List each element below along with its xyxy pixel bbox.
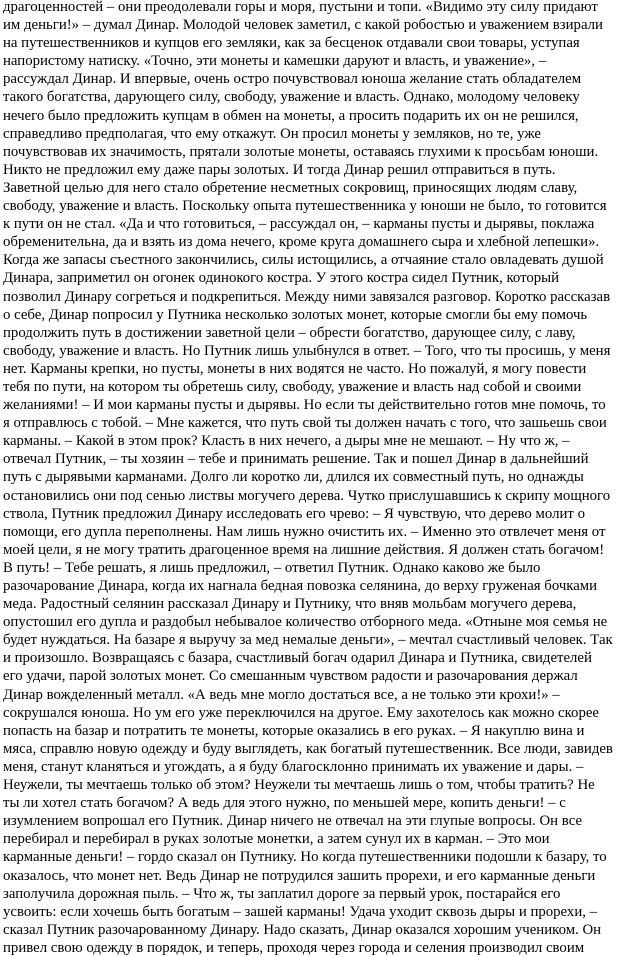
document-body-text bbox=[3, 0, 617, 957]
text-line: желаниями! – И мои карманы пусты и дырявы. Но если ты действительно готов мне помочь, то bbox=[3, 397, 606, 414]
text-line: напористому натиску. «Точно, эти монеты и камешки даруют и власть, и уважение», – bbox=[3, 53, 547, 70]
text-line: изумлением вопрошал его Путник. Динар ничего не отвечал на эти глупые вопросы. Он все bbox=[3, 813, 583, 830]
text-line: оказалось, что монет нет. Ведь Динар не потрудился зашить прорехи, и его карманные деньги bbox=[3, 867, 596, 884]
text-line: заполучила дорожная пыль. – Что ж, ты заплатил дороге за первый урок, постарайся его bbox=[3, 885, 561, 902]
text-line: драгоценностей – они преодолевали горы и моря, пустыни и топи. «Видимо эту силу придают bbox=[3, 0, 598, 15]
text-line: разочарование Динара, когда их нагнала бедная повозка селянина, до верху груженая бочками bbox=[3, 578, 598, 594]
text-line: обременительна, да и взять из дома нечего, кроме круга домашнего сыра и хлебной лепешки». bbox=[3, 234, 600, 251]
text-line: В путь! – Тебе решать, я лишь предложил, – ответил Путник. Однако каково же было bbox=[3, 559, 541, 576]
text-line: свободу, уважение и власть. Но Путник лишь улыбнулся в ответ. – Того, что ты просишь, у меня bbox=[3, 342, 611, 359]
text-line: сказал Путник разочарованному Динару. Надо сказать, Динар оказался хорошим учеником. Он bbox=[3, 921, 602, 938]
text-line: справедливо предполагая, что ему откажут. Он просил монеты у земляков, но те, уже bbox=[3, 125, 541, 142]
text-line: его удачи, парой золотых монет. Со смешанным чувством радости и разочарования держал bbox=[3, 668, 578, 685]
text-line: остановились они под сенью листвы могучего дерева. Чутко прислушавшись к скрипу мощного bbox=[3, 487, 611, 504]
text-line: усвоить: если хочешь быть богатым – зашей карманы! Удача уходит сквозь дыры и прорехи, – bbox=[3, 903, 598, 920]
text-line: им деньги!» – думал Динар. Молодой человек заметил, с какой робостью и уважением взирали bbox=[3, 17, 603, 34]
text-line: свободу, уважение и власть. Поскольку опыта путешественника у юноши не было, то готовится bbox=[3, 198, 607, 215]
text-line: путь с дырявыми карманами. Долго ли коротко ли, длился их совместный путь, но однажды bbox=[3, 469, 584, 486]
text-line: к пути он не стал. «Да и что готовиться, – рассуждал он, – карманы пусты и дырявы, поклажа bbox=[3, 216, 595, 233]
text-line: Заветной целью для него стало обретение несметных сокровищ, приносящих людям славу, bbox=[3, 179, 578, 196]
text-line: попасть на базар и потратить те монеты, которые оказались в его руках. – Я накуплю вина и bbox=[3, 722, 585, 739]
text-line: на путешественников и купцов его земляки, как за бесценок отдавали свои товары, уступая bbox=[3, 35, 580, 52]
text-line: тебя по пути, на котором ты обретешь силу, свободу, уважение и власть над собой и своими bbox=[3, 378, 582, 395]
text-line: Динар вожделенный металл. «А ведь мне могло достаться все, а не только эти крохи!» – bbox=[3, 686, 560, 703]
text-line: Никто не предложил ему даже пары золотых. И тогда Динар решил отправиться в путь. bbox=[3, 161, 556, 178]
text-line: отвечал Путник, – ты хозяин – тебе и принимать решение. Так и пошел Динар в дальнейший bbox=[3, 451, 589, 468]
text-line: ты ли хотел стать богачом? А ведь для этого нужно, по меньшей мере, копить деньги! – с bbox=[3, 795, 566, 812]
text-line: опустошил его дупла и раздобыл небывалое количество отборного меда. «Отныне моя семья не bbox=[3, 614, 608, 631]
text-line: позволил Динару согреться и подкрепиться. Между ними завязался разговор. Коротко рассказав bbox=[3, 288, 611, 305]
text-line: ствола, Путник предложил Динару исследовать его чрево: – Я чувствую, что дерево молит о bbox=[3, 505, 585, 522]
text-line: сокрушался юноша. Но ум его уже переключился на другое. Ему захотелось как можно скорее bbox=[3, 704, 599, 721]
text-line: будет нуждаться. На базаре я выручу за мед немалые деньги», – мечтал счастливый человек. Так bbox=[3, 632, 613, 649]
text-line: Динара, заприметил он огонек одинокого костра. У этого костра сидел Путник, который bbox=[3, 270, 560, 287]
text-line: и произошло. Возвращаясь с базара, счастливый богач одарил Динара и Путника, свидетелей bbox=[3, 650, 592, 667]
text-line: рассуждал Динар. И впервые, очень остро почувствовал юноша желание стать обладателем bbox=[3, 71, 582, 88]
text-line: Неужели, ты мечтаешь только об этом? Неужели ты мечтаешь лишь о том, чтобы тратить? Не bbox=[3, 777, 595, 794]
text-line: карманы. – Какой в этом прок? Класть в них нечего, а дыры мне не мешают. – Ну что ж, – bbox=[3, 433, 570, 450]
text-line: продолжить путь в достижении заветной цели – обрести богатство, дарующее силу, с лаву, bbox=[3, 324, 576, 341]
text-line: нет. Карманы крепки, но пусты, монеты в них водятся не часто. Но пожалуй, я могу повести bbox=[3, 360, 587, 377]
text-line: я отправлюсь с тобой. – Мне кажется, что путь свой ты должен начать с того, что зашьешь свои bbox=[3, 415, 607, 432]
text-line: карманные деньги! – гордо сказал он Путнику. Но когда путешественники подошли к базару, то bbox=[3, 849, 607, 866]
text-line: перебирал и перебирал в руках золотые монетки, а затем сунул их в карман. – Это мои bbox=[3, 831, 550, 848]
text-line: помощи, его дупла переполнены. Нам лишь нужно очистить их. – Именно это отвлечет меня от bbox=[3, 523, 606, 540]
text-line: моей цели, я не могу тратить драгоценное время на лишние действия. Я должен стать богачом! bbox=[3, 541, 605, 558]
text-line: о себе, Динар попросил у Путника несколько золотых монет, которые смогли бы ему помочь bbox=[3, 306, 588, 323]
text-line: Когда же запасы съестного закончились, силы истощились, а отчаяние стало овладевать душой bbox=[3, 252, 604, 269]
text-line: такого богатства, дарующего силу, свободу, уважение и власть. Однако, молодому человеку bbox=[3, 89, 580, 106]
text-line: меда. Радостный селянин рассказал Динару и Путнику, что вняв мольбам могучего дерева, bbox=[3, 596, 577, 613]
text-line: почувствовав их значимость, прятали золотые монеты, оставаясь глухими к просьбам юноши. bbox=[3, 143, 599, 160]
text-line: меня, станут кланяться и угождать, а я буду благосклонно принимать их уважение и дары. – bbox=[3, 758, 584, 775]
text-line: привел свою одежду в порядок, и теперь, проходя через города и селения производил своим bbox=[3, 939, 585, 956]
text-line: мяса, справлю новую одежду и буду выглядеть, как богатый путешественник. Все люди, завидев bbox=[3, 740, 613, 757]
text-line: нечего было предложить купцам в обмен на монеты, а просить подарить их он не решился, bbox=[3, 107, 579, 124]
